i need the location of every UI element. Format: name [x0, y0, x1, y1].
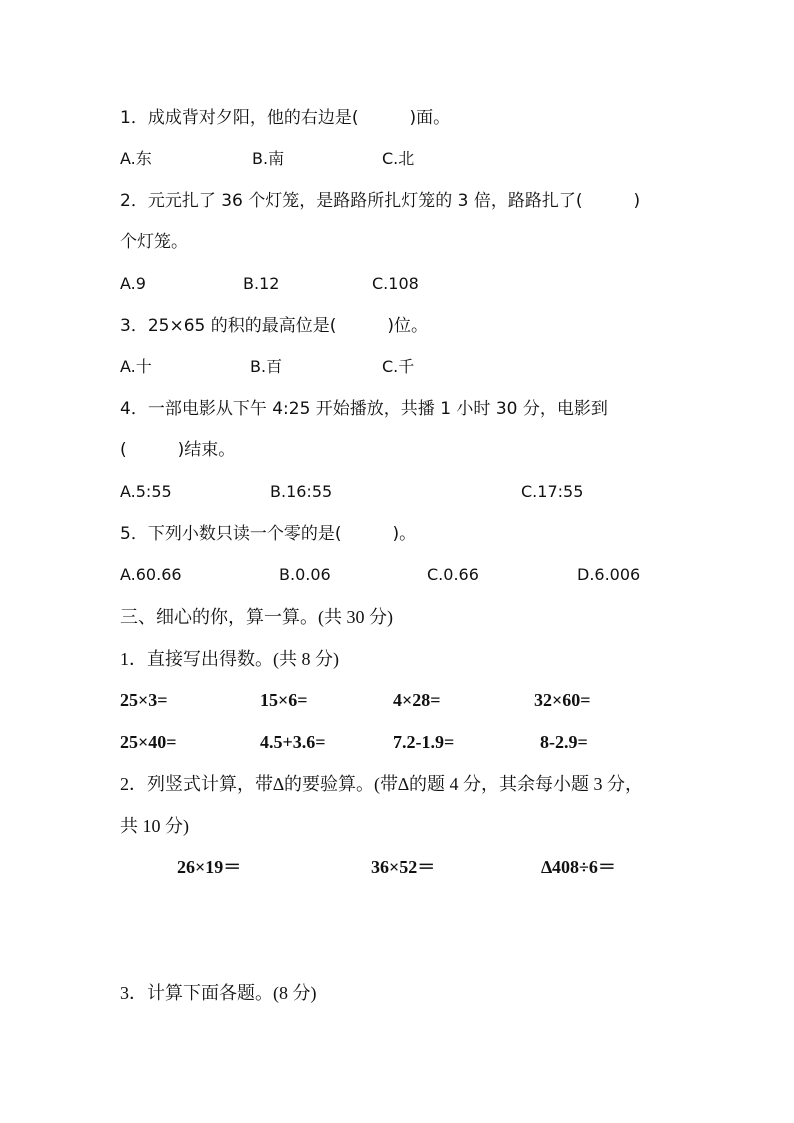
q4-option-a: A.5:55 [120, 482, 172, 501]
mental-calc-1: 25×3= [120, 690, 168, 710]
q5-option-b: B.0.06 [279, 565, 331, 584]
mental-calc-6: 4.5+3.6= [260, 732, 326, 752]
q5-option-d: D.6.006 [577, 565, 641, 584]
q3-option-b: B.百 [250, 357, 283, 376]
q5-option-c: C.0.66 [427, 565, 479, 584]
vertical-calc-1: 26×19＝ [177, 857, 242, 877]
q1-option-a: A.东 [120, 149, 152, 168]
part-2-title-line-1: 2．列竖式计算，带∆的要验算。(带∆的题 4 分，其余每小题 3 分， [120, 774, 644, 794]
q2-option-c: C.108 [372, 274, 419, 293]
part-3-title: 3．计算下面各题。(8 分) [120, 983, 317, 1003]
q3-option-a: A.十 [120, 357, 152, 376]
mental-calc-8: 8-2.9= [540, 732, 588, 752]
q3-option-c: C.千 [382, 357, 415, 376]
question-2-line-1: 2．元元扎了 36 个灯笼，是路路所扎灯笼的 3 倍，路路扎了( ) [120, 191, 641, 211]
q1-option-b: B.南 [252, 149, 285, 168]
mental-calc-7: 7.2-1.9= [393, 732, 455, 752]
mental-calc-4: 32×60= [534, 690, 591, 710]
q5-option-a: A.60.66 [120, 565, 182, 584]
question-1: 1．成成背对夕阳，他的右边是( )面。 [120, 108, 451, 128]
mental-calc-5: 25×40= [120, 732, 177, 752]
mental-calc-2: 15×6= [260, 690, 308, 710]
question-4-line-1: 4．一部电影从下午 4:25 开始播放，共播 1 小时 30 分，电影到 [120, 399, 608, 419]
vertical-calc-3: ∆408÷6＝ [541, 857, 616, 877]
part-1-title: 1．直接写出得数。(共 8 分) [120, 649, 339, 669]
section-3-heading: 三、细心的你，算一算。(共 30 分) [120, 607, 393, 627]
q2-option-a: A.9 [120, 274, 146, 293]
q2-option-b: B.12 [243, 274, 280, 293]
q4-option-c: C.17:55 [521, 482, 584, 501]
mental-calc-3: 4×28= [393, 690, 441, 710]
question-5: 5．下列小数只读一个零的是( )。 [120, 524, 417, 544]
question-3: 3．25×65 的积的最高位是( )位。 [120, 316, 428, 336]
question-2-line-2: 个灯笼。 [120, 232, 188, 252]
q4-option-b: B.16:55 [270, 482, 333, 501]
q1-option-c: C.北 [382, 149, 415, 168]
vertical-calc-2: 36×52＝ [371, 857, 436, 877]
question-4-line-2: ( )结束。 [120, 440, 236, 460]
part-2-title-line-2: 共 10 分) [120, 816, 189, 836]
